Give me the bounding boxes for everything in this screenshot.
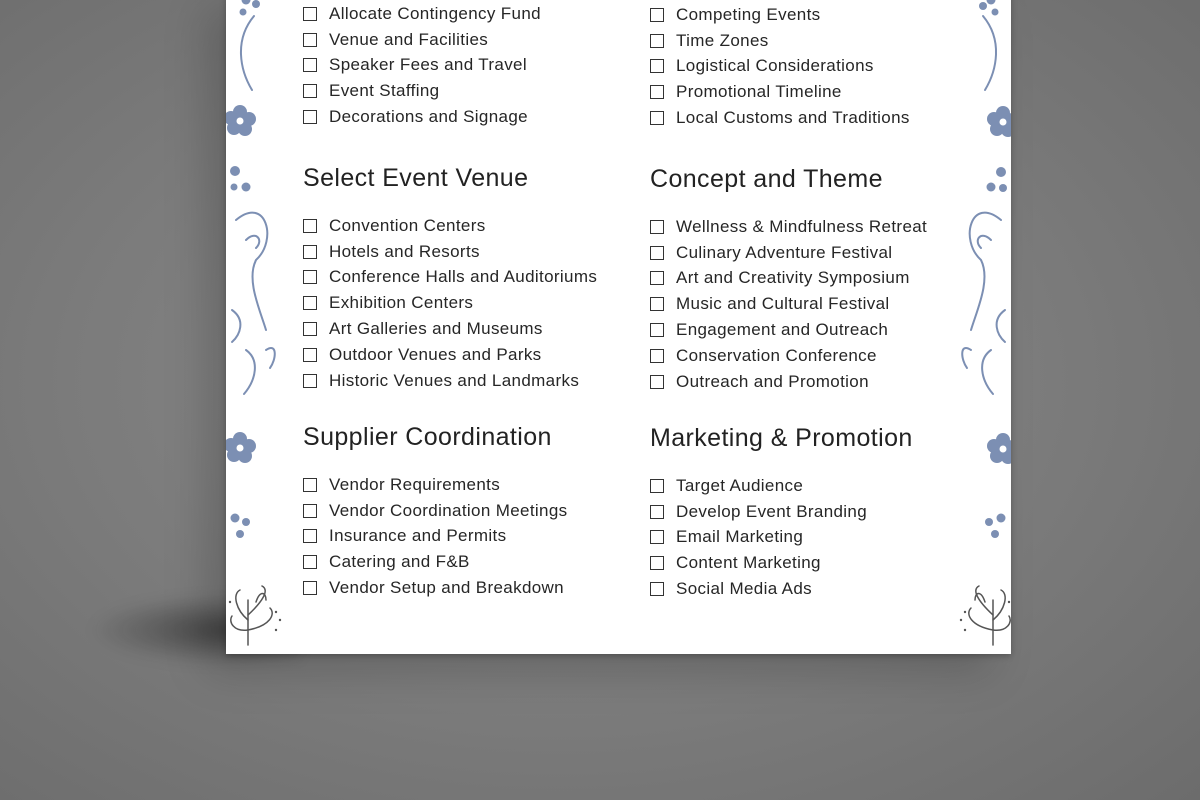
list-item[interactable]	[650, 79, 910, 105]
checkbox[interactable]	[650, 246, 664, 260]
item-label: Logistical Considerations	[676, 56, 874, 76]
section-heading-concept: Concept and Theme	[650, 165, 883, 193]
item-label: Competing Events	[676, 4, 821, 24]
list-item[interactable]	[303, 104, 541, 130]
checkbox[interactable]	[650, 59, 664, 73]
checkbox[interactable]	[303, 84, 317, 98]
checklist-sheet	[226, 0, 1011, 654]
swirl-icon	[983, 16, 996, 90]
right-floral-border	[931, 0, 1011, 654]
list-item[interactable]	[303, 27, 541, 53]
list-item[interactable]	[650, 525, 867, 551]
budget-items-list	[303, 1, 541, 130]
item-label: Decorations and Signage	[329, 107, 528, 127]
swirl-icon	[241, 16, 254, 90]
list-item[interactable]	[303, 498, 568, 524]
item-label: Vendor Requirements	[329, 474, 501, 494]
item-label: Develop Event Branding	[676, 501, 868, 521]
item-label: Content Marketing	[676, 553, 821, 573]
list-item[interactable]	[303, 368, 597, 394]
list-item[interactable]	[650, 105, 910, 131]
item-label: Speaker Fees and Travel	[329, 55, 527, 75]
list-item[interactable]	[303, 472, 568, 498]
dots-icon	[996, 167, 1006, 177]
checkbox[interactable]	[303, 529, 317, 543]
list-item[interactable]	[303, 53, 541, 79]
list-item[interactable]	[650, 499, 867, 525]
checkbox[interactable]	[303, 374, 317, 388]
list-item[interactable]	[650, 369, 927, 395]
section-heading-supplier: Supplier Coordination	[303, 423, 552, 451]
item-label: Email Marketing	[676, 527, 804, 547]
item-label: Art and Creativity Symposium	[676, 268, 910, 288]
list-item[interactable]	[650, 550, 867, 576]
list-item[interactable]	[303, 1, 541, 27]
item-label: Outdoor Venues and Parks	[329, 344, 542, 364]
checkbox[interactable]	[650, 297, 664, 311]
item-label: Exhibition Centers	[329, 293, 474, 313]
checkbox[interactable]	[650, 323, 664, 337]
dots-icon	[230, 166, 240, 176]
checkbox[interactable]	[303, 555, 317, 569]
flower-icon	[987, 433, 1011, 464]
checkbox[interactable]	[650, 220, 664, 234]
list-item[interactable]	[650, 266, 927, 292]
section-heading-marketing: Marketing & Promotion	[650, 424, 913, 452]
item-label: Hotels and Resorts	[329, 241, 480, 261]
sprig-icon	[969, 586, 1010, 645]
item-label: Vendor Setup and Breakdown	[329, 578, 564, 598]
dots-icon	[231, 514, 240, 523]
checkbox[interactable]	[303, 33, 317, 47]
checkbox[interactable]	[303, 7, 317, 21]
checkbox[interactable]	[303, 245, 317, 259]
item-label: Local Customs and Traditions	[676, 108, 910, 128]
item-label: Convention Centers	[329, 215, 486, 235]
supplier-items-list	[303, 472, 568, 601]
checkbox[interactable]	[650, 349, 664, 363]
item-label: Culinary Adventure Festival	[676, 242, 893, 262]
list-item[interactable]	[303, 342, 597, 368]
checkbox[interactable]	[650, 111, 664, 125]
item-label: Venue and Facilities	[329, 29, 489, 49]
concept-items-list	[650, 214, 927, 395]
item-label: Promotional Timeline	[676, 82, 842, 102]
venue-items-list	[303, 213, 597, 394]
item-label: Conservation Conference	[676, 345, 877, 365]
item-label: Music and Cultural Festival	[676, 294, 890, 314]
list-item[interactable]	[650, 473, 867, 499]
item-label: Catering and F&B	[329, 552, 470, 572]
checkbox[interactable]	[650, 479, 664, 493]
checkbox[interactable]	[650, 85, 664, 99]
section-heading-venue: Select Event Venue	[303, 164, 529, 192]
list-item[interactable]	[650, 317, 927, 343]
list-item[interactable]	[650, 2, 910, 28]
dots-icon	[987, 0, 996, 5]
dots-icon	[997, 514, 1006, 523]
item-label: Engagement and Outreach	[676, 320, 889, 340]
item-label: Outreach and Promotion	[676, 371, 869, 391]
item-label: Social Media Ads	[676, 579, 813, 599]
checkbox[interactable]	[303, 58, 317, 72]
list-item[interactable]	[650, 291, 927, 317]
list-item[interactable]	[650, 343, 927, 369]
checkbox[interactable]	[303, 270, 317, 284]
checkbox[interactable]	[303, 581, 317, 595]
checkbox[interactable]	[303, 296, 317, 310]
item-label: Allocate Contingency Fund	[329, 3, 541, 23]
checkbox[interactable]	[650, 582, 664, 596]
list-item[interactable]	[650, 28, 910, 54]
item-label: Wellness & Mindfulness Retreat	[676, 216, 928, 236]
checkbox[interactable]	[650, 34, 664, 48]
dots-icon	[242, 0, 251, 5]
list-item[interactable]	[650, 214, 927, 240]
checkbox[interactable]	[303, 348, 317, 362]
checkbox[interactable]	[650, 8, 664, 22]
list-item[interactable]	[303, 316, 597, 342]
item-label: Art Galleries and Museums	[329, 319, 543, 339]
list-item[interactable]	[650, 54, 910, 80]
item-label: Historic Venues and Landmarks	[329, 370, 580, 390]
list-item[interactable]	[303, 575, 568, 601]
checkbox[interactable]	[650, 530, 664, 544]
flower-icon	[226, 105, 256, 136]
planning-items-list	[650, 2, 910, 131]
list-item[interactable]	[650, 576, 867, 602]
list-item[interactable]	[650, 240, 927, 266]
checkbox[interactable]	[303, 322, 317, 336]
checkbox[interactable]	[303, 110, 317, 124]
list-item[interactable]	[303, 524, 568, 550]
list-item[interactable]	[303, 290, 597, 316]
checkbox[interactable]	[303, 219, 317, 233]
item-label: Target Audience	[676, 475, 804, 495]
checkbox[interactable]	[650, 375, 664, 389]
list-item[interactable]	[303, 239, 597, 265]
checkbox[interactable]	[650, 556, 664, 570]
item-label: Conference Halls and Auditoriums	[329, 267, 598, 287]
marketing-items-list	[650, 473, 867, 602]
sprig-icon	[231, 586, 272, 645]
checkbox[interactable]	[303, 478, 317, 492]
list-item[interactable]	[303, 213, 597, 239]
checkbox[interactable]	[303, 504, 317, 518]
item-label: Event Staffing	[329, 81, 440, 101]
checkbox[interactable]	[650, 505, 664, 519]
item-label: Insurance and Permits	[329, 526, 507, 546]
left-floral-border	[226, 0, 306, 654]
flower-icon	[987, 106, 1011, 137]
flower-icon	[226, 432, 256, 463]
checkbox[interactable]	[650, 271, 664, 285]
item-label: Vendor Coordination Meetings	[329, 500, 568, 520]
list-item[interactable]	[303, 549, 568, 575]
item-label: Time Zones	[676, 30, 769, 50]
list-item[interactable]	[303, 265, 597, 291]
list-item[interactable]	[303, 78, 541, 104]
